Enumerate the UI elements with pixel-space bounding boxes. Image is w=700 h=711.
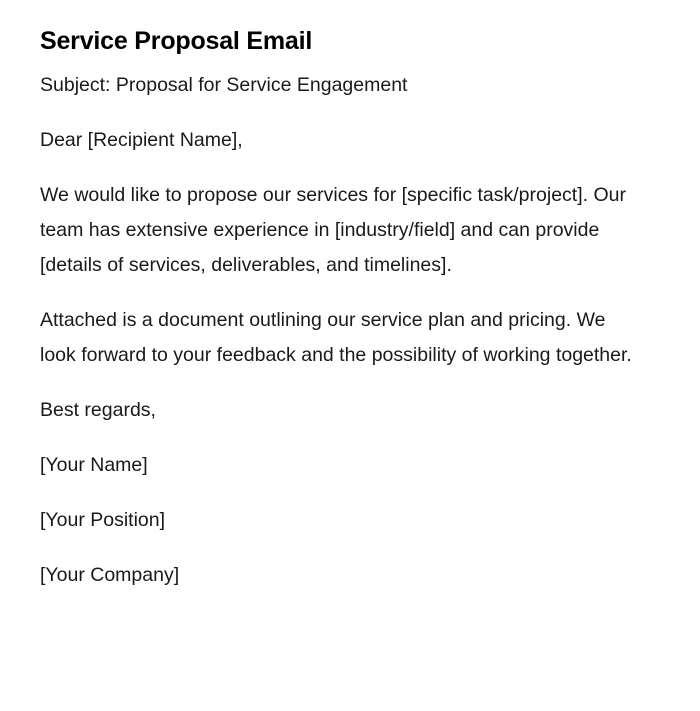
email-greeting: Dear [Recipient Name], (40, 129, 243, 151)
email-closing: Best regards, (40, 399, 156, 421)
signature-company: [Your Company] (40, 564, 180, 586)
body-paragraph-2: Attached is a document outlining our service plan and pricing. We look forward to your feedback and the possibility of working together. (40, 309, 632, 366)
signature-position: [Your Position] (40, 509, 166, 531)
email-subject: Subject: Proposal for Service Engagement (40, 74, 408, 96)
signature-name: [Your Name] (40, 454, 148, 476)
page-title: Service Proposal Email (40, 27, 313, 55)
body-paragraph-1: We would like to propose our services for [specific task/project]. Our team has extensive experience in [industry/field] and can provide [details of services, deliverables, and timelines]. (40, 184, 626, 276)
